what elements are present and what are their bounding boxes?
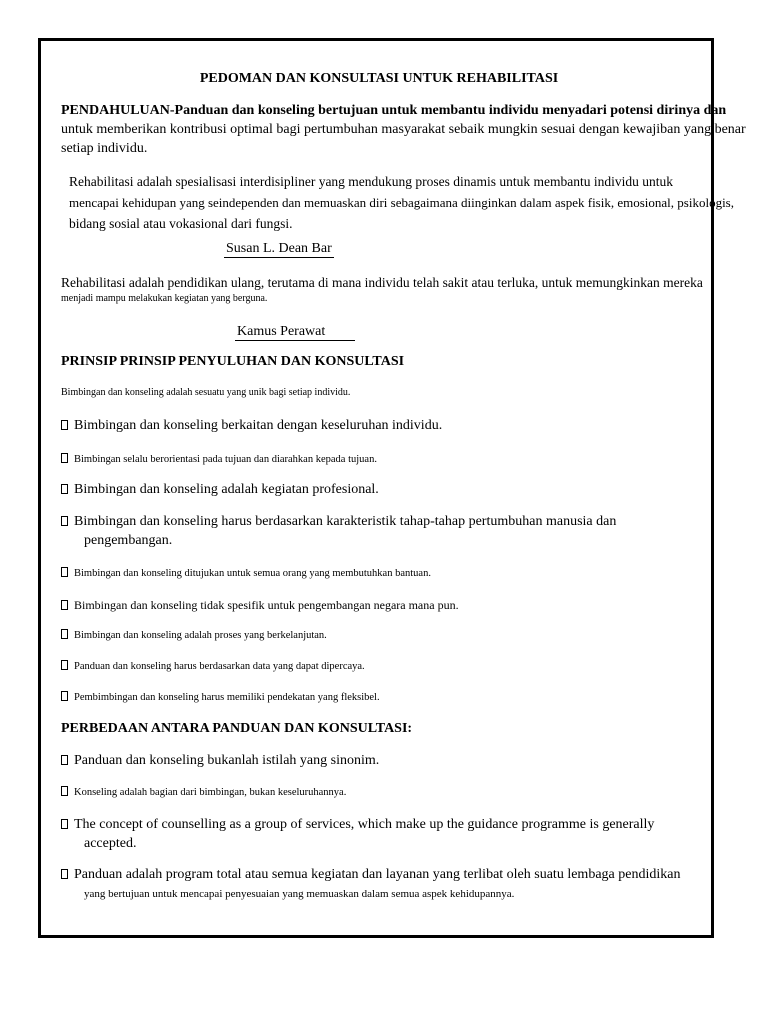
difference-item: Panduan adalah program total atau semua kegiatan dan layanan yang terlibat oleh suatu lembaga pendidikan [61, 867, 680, 883]
principle-item: Bimbingan selalu berorientasi pada tujuan dan diarahkan kepada tujuan. [61, 453, 377, 465]
principle-item: Pembimbingan dan konseling harus memiliki pendekatan yang fleksibel. [61, 691, 380, 703]
principle-item: Bimbingan dan konseling harus berdasarkan karakteristik tahap-tahap pertumbuhan manusia dan [61, 514, 616, 530]
principle-item: Bimbingan dan konseling berkaitan dengan keseluruhan individu. [61, 418, 442, 434]
principle-item: Bimbingan dan konseling adalah proses yang berkelanjutan. [61, 629, 327, 641]
def1-line-2: mencapai kehidupan yang seindependen dan memuaskan diri sebagaimana diinginkan dalam aspek fisik, emosional, psikologis, [69, 195, 734, 210]
intro-line-3: setiap individu. [61, 141, 148, 156]
principles-heading: PRINSIP PRINSIP PENYULUHAN DAN KONSULTASI [61, 354, 405, 369]
def2-line-2: menjadi mampu melakukan kegiatan yang berguna. [61, 293, 268, 304]
difference-item: Panduan dan konseling bukanlah istilah yang sinonim. [61, 753, 379, 769]
principle-item: Panduan dan konseling harus berdasarkan data yang dapat dipercaya. [61, 660, 365, 672]
author-citation-2: Kamus Perawat [235, 324, 355, 341]
bullet-box-icon [61, 819, 68, 829]
def2-line-1: Rehabilitasi adalah pendidikan ulang, terutama di mana individu telah sakit atau terluka, untuk memungkinkan mereka [61, 275, 703, 290]
bullet-box-icon [61, 453, 68, 463]
bullet-box-icon [61, 869, 68, 879]
difference-item-continuation: yang bertujuan untuk mencapai penyesuaian yang memuaskan dalam semua aspek kehidupannya. [84, 888, 515, 900]
bullet-box-icon [61, 484, 68, 494]
bullet-box-icon [61, 600, 68, 610]
difference-item-continuation: accepted. [84, 836, 137, 851]
intro-bold-text: PENDAHULUAN-Panduan dan konseling bertujuan untuk membantu individu menyadari potensi dirinya dan [61, 103, 727, 118]
bullet-box-icon [61, 660, 68, 670]
document-title: PEDOMAN DAN KONSULTASI UNTUK REHABILITASI [199, 71, 559, 86]
bullet-box-icon [61, 516, 68, 526]
bullet-box-icon [61, 567, 68, 577]
difference-item: Konseling adalah bagian dari bimbingan, bukan keseluruhannya. [61, 786, 346, 798]
principles-subtext: Bimbingan dan konseling adalah sesuatu yang unik bagi setiap individu. [61, 387, 351, 398]
difference-item: The concept of counselling as a group of services, which make up the guidance programme is generally [61, 817, 654, 833]
document-frame [38, 38, 746, 938]
bullet-box-icon [61, 629, 68, 639]
principle-item: Bimbingan dan konseling adalah kegiatan profesional. [61, 482, 379, 498]
principle-item: Bimbingan dan konseling tidak spesifik untuk pengembangan negara mana pun. [61, 598, 459, 613]
author-citation-1: Susan L. Dean Bar [226, 241, 332, 256]
bullet-box-icon [61, 755, 68, 765]
principle-item: Bimbingan dan konseling ditujukan untuk semua orang yang membutuhkan bantuan. [61, 567, 431, 579]
differences-heading: PERBEDAAN ANTARA PANDUAN DAN KONSULTASI: [61, 721, 413, 736]
bullet-box-icon [61, 420, 68, 430]
bullet-box-icon [61, 691, 68, 701]
definition-paragraph-1 [69, 171, 768, 234]
intro-paragraph [61, 101, 768, 158]
def1-line-3: bidang sosial atau vokasional dari fungsi. [69, 216, 293, 231]
principle-item-continuation: pengembangan. [84, 533, 173, 548]
bullet-box-icon [61, 786, 68, 796]
intro-line-2: untuk memberikan kontribusi optimal bagi pertumbuhan masyarakat sebaik mungkin sesuai dengan kewajiban yang benar [61, 122, 746, 137]
def1-line-1: Rehabilitasi adalah spesialisasi interdisipliner yang mendukung proses dinamis untuk membantu individu untuk [69, 174, 674, 189]
